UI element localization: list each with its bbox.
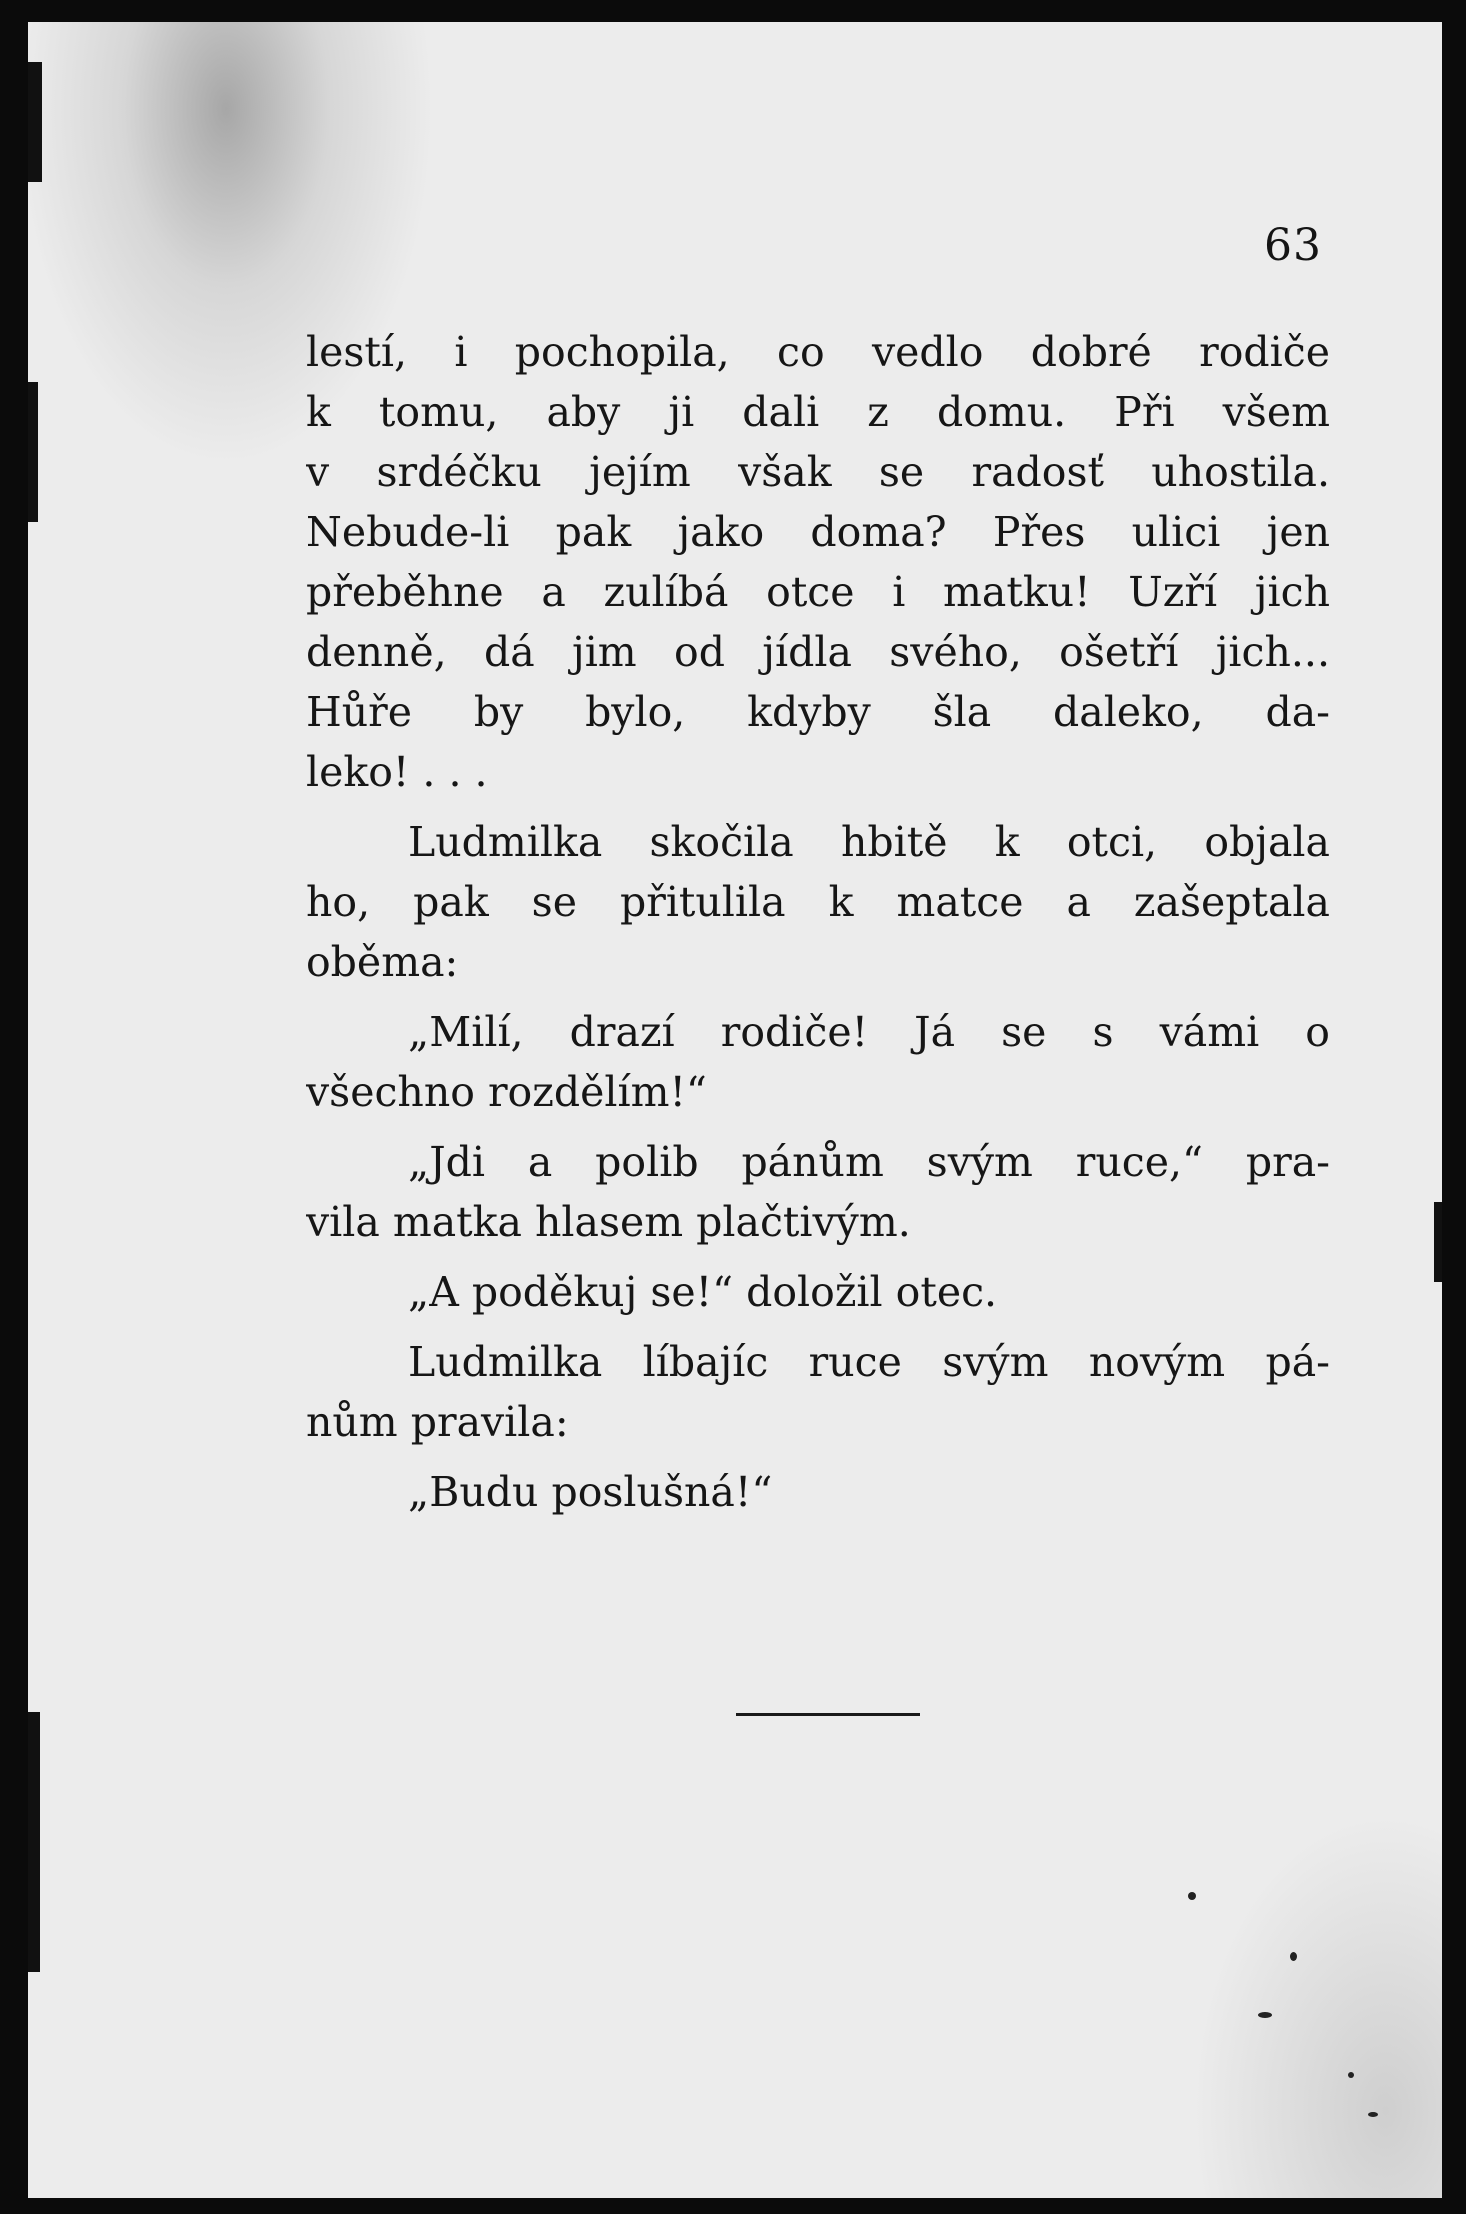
text-line: k tomu, aby ji dali z domu. Při všem bbox=[306, 388, 1330, 436]
binding-shadow bbox=[28, 382, 38, 522]
dust-speck bbox=[1258, 2012, 1272, 2018]
binding-shadow bbox=[28, 1712, 40, 1972]
text-line: nům pravila: bbox=[306, 1398, 569, 1446]
text-line: leko! . . . bbox=[306, 748, 488, 796]
binding-shadow bbox=[28, 62, 42, 182]
text-line: oběma: bbox=[306, 938, 459, 986]
text-line: všechno rozdělím!“ bbox=[306, 1068, 707, 1116]
text-line: „Milí, drazí rodiče! Já se s vámi o bbox=[408, 1008, 1330, 1056]
text-line: „Jdi a polib pánům svým ruce,“ pra- bbox=[408, 1138, 1330, 1186]
text-line: Nebude-li pak jako doma? Přes ulici jen bbox=[306, 508, 1330, 556]
dust-speck bbox=[1290, 1952, 1297, 1961]
text-line: „A poděkuj se!“ doložil otec. bbox=[408, 1268, 998, 1316]
text-line: lestí, i pochopila, co vedlo dobré rodiče bbox=[306, 328, 1330, 376]
end-rule bbox=[736, 1713, 920, 1716]
text-line: „Budu poslušná!“ bbox=[408, 1468, 773, 1516]
dust-speck bbox=[1348, 2072, 1354, 2078]
text-line: v srdéčku jejím však se radosť uhostila. bbox=[306, 448, 1330, 496]
edge-shadow bbox=[1434, 1202, 1442, 1282]
text-line: ho, pak se přitulila k matce a zašeptala bbox=[306, 878, 1330, 926]
text-line: přeběhne a zulíbá otce i matku! Uzří jich bbox=[306, 568, 1330, 616]
body-text bbox=[306, 322, 1330, 1522]
dust-speck bbox=[1368, 2112, 1378, 2117]
text-line: Hůře by bylo, kdyby šla daleko, da- bbox=[306, 688, 1330, 736]
text-line: vila matka hlasem plačtivým. bbox=[306, 1198, 911, 1246]
text-line: Ludmilka líbajíc ruce svým novým pá- bbox=[408, 1338, 1330, 1386]
text-line: denně, dá jim od jídla svého, ošetří jich... bbox=[306, 628, 1330, 676]
text-line: Ludmilka skočila hbitě k otci, objala bbox=[408, 818, 1330, 866]
book-page bbox=[28, 22, 1442, 2198]
page-number: 63 bbox=[1264, 220, 1322, 271]
dust-speck bbox=[1188, 1892, 1196, 1900]
